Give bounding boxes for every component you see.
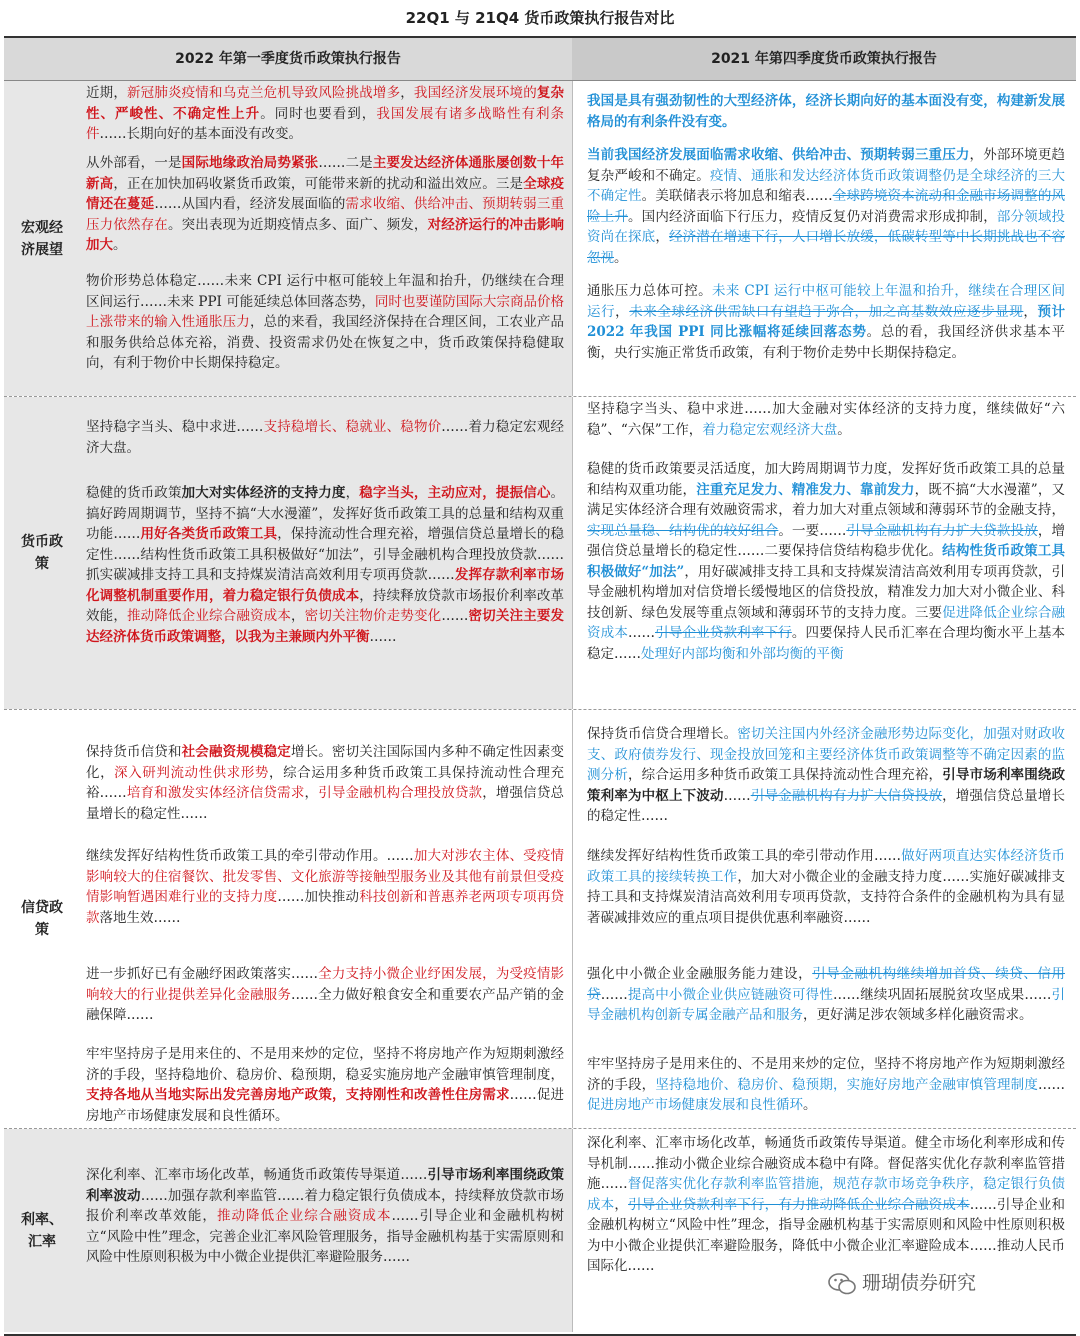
text-run: ……引导企业和金融机构树立“风险中性”理念，完善企业汇率风险管理服务，指导金融机构基于实需原则和风险中性原则积极为中小微企业提供汇率避险服务…… bbox=[86, 1208, 565, 1265]
text-run: 稳健的货币政策 bbox=[86, 485, 182, 501]
text-run: 。 bbox=[113, 237, 127, 253]
text-run: 密切关注物价走势变化 bbox=[304, 608, 442, 624]
paragraph bbox=[86, 483, 564, 647]
text-run: 当前我国经济发展面临需求收缩、供给冲击、预期转弱三重压力 bbox=[587, 147, 970, 163]
text-run: 主要发达经济体通胀屡创数十年新高 bbox=[86, 155, 565, 192]
text-run: 坚持稳地价、稳房价、稳预期，实施好房地产金融审慎管理制度 bbox=[655, 1076, 1039, 1093]
text-run: 支持稳增长、稳就业、稳物价 bbox=[263, 419, 442, 435]
text-run: 深化利率、汇率市场化改革，畅通货币政策传导渠道…… bbox=[86, 1167, 428, 1183]
watermark bbox=[828, 1268, 976, 1295]
text-run: ，用好碳减排支持工具和支持煤炭清洁高效利用专项再贷款，引导金融机构增加对信贷增长缓慢地区的信贷投放，精准发力加大对小微企业、科技创新、绿色发展等重点领域和薄弱环节的支持力度。三要 bbox=[587, 563, 1066, 621]
text-run: 。搞好跨周期调节，坚持不搞“大水漫灌”，发挥好货币政策工具的总量和结构双重功能…… bbox=[86, 485, 565, 542]
text-run: 处理好内部均衡和外部均衡的平衡 bbox=[641, 645, 844, 662]
text-run: 引导企业贷款利率下行，有力推动降低企业综合融资成本 bbox=[628, 1196, 970, 1213]
text-run: 引导市场利率围绕政策利率为中枢上下波动 bbox=[587, 767, 1066, 804]
text-run: 。 bbox=[837, 421, 851, 438]
text-run: ，保持流动性合理充裕，增强信贷总量增长的稳定性……结构性货币政策工具积极做好“加法”，引导金融机构合理投放贷款……抓实碳减排支持工具和支持煤炭清洁高效利用专项再贷款…… bbox=[86, 526, 565, 583]
text-run: ，增强信贷总量增长的稳定性……二要保持信贷结构稳步优化。 bbox=[587, 522, 1066, 559]
text-run: 未来 CPI 运行中枢可能较上年温和抬升，继续在合理区间运行 bbox=[587, 283, 1066, 320]
text-run: 支持各地从当地实际出发完善房地产政策，支持刚性和改善性住房需求 bbox=[86, 1087, 510, 1103]
text-run: 同时也要谨防国际大宗商品价格上涨带来的输入性通胀压力 bbox=[86, 293, 564, 330]
section-label: 信贷政策 bbox=[21, 900, 63, 938]
text-run: 发挥存款利率市场化调整机制重要作用，着力稳定银行负债成本 bbox=[86, 567, 565, 604]
text-run: 进一步抓好已有金融纾困政策落实…… bbox=[86, 966, 318, 982]
text-run: 深入研判流动性供求形势 bbox=[114, 764, 269, 781]
text-run: …… bbox=[723, 787, 751, 804]
text-run: 需求收缩、供给冲击、预期转弱三重压力依然存在 bbox=[86, 196, 565, 233]
text-run: ，综合运用多种货币政策工具保持流动性合理充裕， bbox=[628, 767, 943, 783]
paragraph bbox=[86, 417, 564, 458]
text-run: 继续发挥好结构性货币政策工具的牵引带动作用。…… bbox=[86, 848, 414, 864]
text-run: ，正在加快加码收紧货币政策，可能带来新的扰动和溢出效应。三是 bbox=[113, 175, 524, 192]
text-run: 从外部看，一是 bbox=[86, 155, 182, 171]
text-run: …… bbox=[441, 608, 469, 624]
text-run: 预计 2022 年我国 PPI 同比涨幅将延续回落态势 bbox=[587, 303, 1066, 340]
text-run: 注重充足发力、精准发力、靠前发力 bbox=[696, 481, 915, 498]
text-run: 督促落实优化存款利率监管措施，规范存款市场竞争秩序，稳定银行负债成本 bbox=[587, 1176, 1066, 1213]
text-run: ， bbox=[655, 229, 669, 245]
watermark-text: 珊瑚债券研究 bbox=[862, 1272, 977, 1294]
text-run: ……继续巩固拓展脱贫攻坚成果…… bbox=[833, 986, 1052, 1003]
text-run: 。同时也要看到， bbox=[260, 105, 377, 122]
text-run: 加大对实体经济的支持力度 bbox=[181, 485, 346, 501]
text-run: 密切关注主要发达经济体货币政策调整，以我为主兼顾内外平衡 bbox=[86, 608, 565, 645]
text-run: 引导金融机构合理投放贷款 bbox=[318, 785, 483, 801]
text-run: ……引导企业和金融机构树立“风险中性”理念，指导金融机构基于实需原则和风险中性原则积极为中小微企业提供汇率避险服务，降低中小微企业汇率避险成本……推动人民币国际化…… bbox=[587, 1196, 1066, 1274]
text-run: ……全力做好粮食安全和重要农产品产销的金融保障…… bbox=[86, 986, 564, 1023]
text-run: 落地生效…… bbox=[99, 909, 181, 926]
text-run: 。一要…… bbox=[778, 522, 847, 539]
text-run: 引导金融机构创新专属金融产品和服务 bbox=[587, 986, 1066, 1023]
text-run: 未来全球经济供需缺口有望趋于弥合，加之高基数效应逐步显现 bbox=[629, 303, 1024, 320]
text-run: 密切关注国内外经济金融形势边际变化，加强对财政收支、政府债券发行、现金投放回笼和主要经济体货币政策调整等不确定因素的监测分析 bbox=[587, 726, 1066, 783]
text-run: 稳字当头，主动应对，提振信心 bbox=[359, 485, 551, 501]
text-run: ， bbox=[615, 303, 630, 320]
text-run: ， bbox=[614, 1196, 629, 1213]
text-run: 加大对涉农主体、受疫情影响较大的住宿餐饮、批发零售、文化旅游等接触型服务业及其他有前景但受疫情影响暂遇困难行业的支持力度 bbox=[86, 848, 565, 905]
text-run: 坚持稳字当头、稳中求进……加大金融对实体经济的支持力度，继续做好“六稳”、“六保”工作， bbox=[587, 401, 1065, 438]
text-run: 引导市场利率围绕政策利率波动 bbox=[86, 1167, 565, 1204]
page-title: 22Q1 与 21Q4 货币政策执行报告对比 bbox=[405, 9, 675, 27]
text-run: 引导金融机构有力扩大信贷投放 bbox=[750, 787, 943, 804]
text-run: 继续发挥好结构性货币政策工具的牵引带动作用…… bbox=[587, 848, 901, 864]
text-run: ，更好满足涉农领域多样化融资需求。 bbox=[803, 1007, 1033, 1023]
paragraph bbox=[587, 399, 1065, 440]
paragraph bbox=[86, 742, 564, 824]
text-run: 对经济运行的冲击影响加大 bbox=[86, 216, 565, 253]
paragraph bbox=[86, 153, 564, 256]
text-run: 部分领域投资尚在探底 bbox=[587, 208, 1066, 245]
text-run: 结构性货币政策工具积极做好“加法” bbox=[587, 543, 1066, 580]
text-run: 。国内经济面临下行压力，疫情反复仍对消费需求形成抑制， bbox=[628, 208, 997, 225]
text-run: 我国经济发展环境的 bbox=[413, 85, 537, 101]
section-monetary bbox=[4, 397, 1076, 709]
paragraph bbox=[86, 964, 564, 1026]
section-rate bbox=[4, 1129, 1076, 1332]
text-run: ……促进房地产市场健康发展和良性循环。 bbox=[86, 1087, 565, 1124]
text-run: 社会融资规模稳定 bbox=[181, 744, 291, 760]
text-run: ，既不搞“大水漫灌”，又满足实体经济合理有效融资需求，着力加大对重点领域和薄弱环节的金融支持， bbox=[587, 481, 1065, 518]
text-run: ，综合运用多种货币政策工具保持流动性合理充裕…… bbox=[86, 764, 565, 801]
text-run: 用好各类货币政策工具 bbox=[140, 526, 278, 542]
text-run: 全球跨境资本流动和金融市场调整的风险上升 bbox=[587, 188, 1066, 225]
text-run: 着力稳定宏观经济大盘 bbox=[702, 421, 838, 438]
paragraph bbox=[587, 91, 1065, 132]
paragraph bbox=[86, 1165, 564, 1268]
text-run: 推动降低企业综合融资成本 bbox=[127, 608, 291, 624]
text-run: 引导企业贷款利率下行 bbox=[655, 625, 792, 641]
text-run: ， bbox=[345, 485, 360, 501]
paragraph bbox=[587, 145, 1065, 268]
text-run: 新冠肺炎疫情和乌克兰危机导致风险挑战增多 bbox=[127, 85, 401, 101]
text-run: 深化利率、汇率市场化改革，畅通货币政策传导渠道。健全市场化利率形成和传导机制……推动小微企业综合融资成本稳中有降。督促落实优化存款利率监管措施…… bbox=[587, 1135, 1065, 1192]
left-column-header: 2022 年第一季度货币政策执行报告 bbox=[4, 38, 572, 81]
paragraph bbox=[86, 1044, 564, 1126]
section-label: 利率、汇率 bbox=[21, 1211, 63, 1250]
text-run: 促进房地产市场健康发展和良性循环 bbox=[587, 1097, 803, 1113]
text-run: 我国发展有诸多战略性有利条件 bbox=[86, 105, 564, 142]
text-run: …… bbox=[600, 986, 628, 1003]
wechat-icon bbox=[828, 1273, 856, 1295]
text-run: ， bbox=[400, 85, 414, 101]
text-run: 国际地缘政治局势紧张 bbox=[181, 155, 319, 171]
text-run: 。突出表现为近期疫情点多、面广、频发， bbox=[167, 216, 428, 233]
text-run: 推动降低企业综合融资成本 bbox=[216, 1208, 392, 1224]
paragraph bbox=[587, 1054, 1065, 1116]
text-run: 复杂性、严峻性、不确定性上升 bbox=[86, 85, 565, 122]
paragraph bbox=[86, 846, 564, 928]
section-credit bbox=[4, 710, 1076, 1128]
text-run: 通胀压力总体可控。 bbox=[587, 283, 712, 299]
text-run: ， bbox=[304, 785, 319, 801]
text-run: ……着力稳定宏观经济大盘。 bbox=[86, 419, 564, 456]
right-column-header: 2021 年第四季度货币政策执行报告 bbox=[572, 38, 1076, 81]
text-run: 做好两项直达实体经济货币政策工具的接续转换工作 bbox=[587, 848, 1065, 885]
paragraph bbox=[587, 459, 1065, 664]
paragraph bbox=[587, 281, 1065, 363]
paragraph bbox=[587, 964, 1065, 1026]
text-run: ， bbox=[291, 608, 305, 624]
comparison-table bbox=[4, 36, 1076, 1336]
text-run: 牢牢坚持房子是用来住的、不是用来炒的定位，坚持不将房地产作为短期刺激经济的手段， bbox=[587, 1056, 1065, 1093]
text-run: …… bbox=[369, 628, 397, 645]
text-run: 增长。密切关注国际国内多种不确定性因素变化， bbox=[86, 744, 565, 781]
text-run: 科技创新和普惠养老两项专项再贷款 bbox=[86, 889, 565, 926]
text-run: ，持续释放贷款市场报价利率改革效能， bbox=[86, 587, 565, 624]
text-run: ，增强信贷总量增长的稳定性…… bbox=[86, 785, 565, 822]
text-run: 实现总量稳、结构优的较好组合 bbox=[587, 522, 779, 539]
text-run: ，增强信贷总量增长的稳定性…… bbox=[587, 787, 1066, 824]
paragraph bbox=[86, 83, 564, 145]
text-run: ，外部环境更趋复杂严峻和不确定。 bbox=[587, 147, 1066, 184]
text-run: 。 bbox=[803, 1097, 817, 1113]
text-run: ，加大对小微企业的金融支持力度……实施好碳减排支持工具和支持煤炭清洁高效利用专项再贷款，支持符合条件的金融机构为具有显著碳减排效应的重点项目提供优惠利率融资…… bbox=[587, 868, 1066, 926]
text-run: 引导金融机构有力扩大贷款投放 bbox=[846, 522, 1038, 539]
section-label: 宏观经济展望 bbox=[21, 219, 63, 258]
text-run: 全力支持小微企业纾困发展，为受疫情影响较大的行业提供差异化金融服务 bbox=[86, 966, 564, 1003]
section-label: 货币政策 bbox=[21, 534, 63, 572]
text-run: 。总的看，我国经济供求基本平衡，央行实施正常货币政策，有利于物价走势中长期保持稳定。 bbox=[587, 324, 1065, 361]
text-run: 促进降低企业综合融资成本 bbox=[587, 604, 1066, 641]
text-run: 。美联储表示将加息和缩表…… bbox=[641, 188, 833, 204]
paragraph bbox=[86, 271, 564, 374]
text-run: …… bbox=[628, 625, 655, 641]
text-run: ……加强存款利率监管……着力稳定银行负债成本，持续释放贷款市场报价利率改革效能， bbox=[86, 1187, 564, 1224]
text-run: 提高中小微企业供应链融资可得性 bbox=[627, 986, 834, 1003]
text-run: ……加快推动 bbox=[277, 889, 360, 905]
text-run: 疫情、通胀和发达经济体货币政策调整仍是全球经济的三大不确定性 bbox=[587, 167, 1066, 204]
text-run: 引导金融机构继续增加首贷、续贷、信用贷 bbox=[587, 966, 1066, 1003]
text-run: ， bbox=[1023, 303, 1038, 320]
text-run: 坚持稳字当头、稳中求进…… bbox=[86, 419, 264, 435]
text-run: ……长期向好的基本面没有改变。 bbox=[99, 126, 302, 142]
text-run: 物价形势总体稳定……未来 CPI 运行中枢可能较上年温和抬升，仍继续在合理区间运行……未来 PPI 可能延续总体回落态势， bbox=[86, 273, 564, 310]
paragraph bbox=[587, 846, 1065, 928]
text-run: 培育和激发实体经济信贷需求 bbox=[126, 785, 305, 801]
text-run: 全球疫情还在蔓延 bbox=[86, 175, 565, 212]
text-run: 保持货币信贷和 bbox=[86, 744, 182, 760]
text-run: 我国是具有强劲韧性的大型经济体，经济长期向好的基本面没有变，构建新发展格局的有利条件没有变。 bbox=[587, 93, 1065, 130]
section-macro bbox=[4, 81, 1076, 396]
paragraph bbox=[587, 1133, 1065, 1277]
text-run: 近期， bbox=[86, 85, 127, 101]
text-run: ……从国内看，经济发展面临的 bbox=[154, 196, 346, 212]
text-run: …… bbox=[1038, 1076, 1066, 1093]
text-run: 。 bbox=[614, 249, 628, 266]
text-run: 经济潜在增速下行，人口增长放缓，低碳转型等中长期挑战也不容忽视 bbox=[587, 229, 1066, 266]
text-run: 。四要保持人民币汇率在合理均衡水平上基本稳定…… bbox=[587, 625, 1066, 662]
text-run: 稳健的货币政策要灵活适度，加大跨周期调节力度，发挥好货币政策工具的总量和结构双重功能， bbox=[587, 461, 1065, 498]
text-run: 牢牢坚持房子是用来住的、不是用来炒的定位，坚持不将房地产作为短期刺激经济的手段，坚持稳地价、稳房价、稳预期，稳妥实施房地产金融审慎管理制度， bbox=[86, 1046, 564, 1083]
text-run: 保持货币信贷合理增长。 bbox=[587, 726, 738, 742]
paragraph bbox=[587, 724, 1065, 827]
text-run: ……二是 bbox=[318, 155, 373, 171]
text-run: ，总的来看，我国经济保持在合理区间，工农业产品和服务供给总体充裕，消费、投资需求仍处在恢复之中，货币政策保持稳健取向，有利于物价中长期保持稳定。 bbox=[86, 314, 565, 371]
text-run: 强化中小微企业金融服务能力建设， bbox=[587, 966, 813, 982]
